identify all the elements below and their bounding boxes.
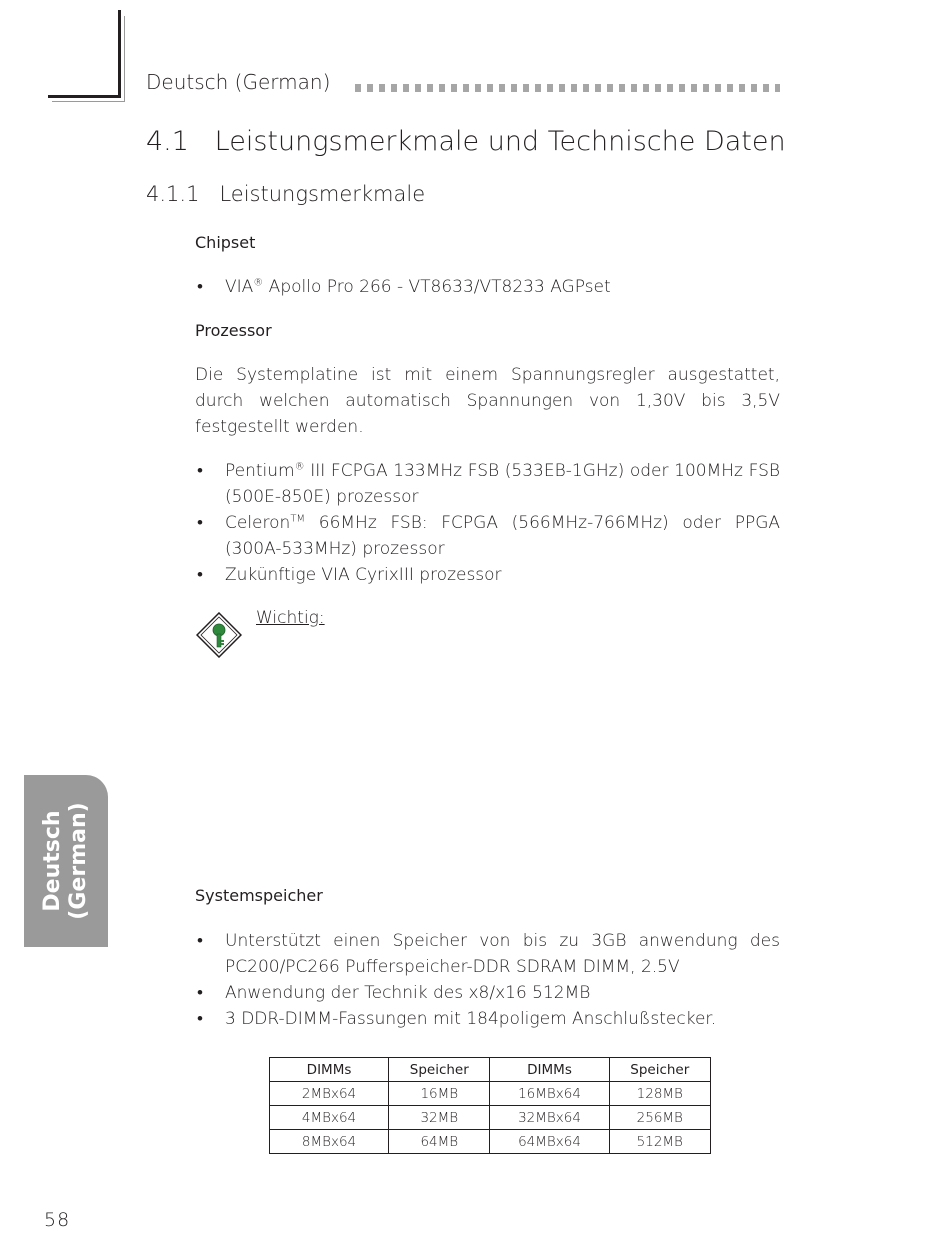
table-cell: 8MBx64 xyxy=(270,1130,389,1154)
page-number: 58 xyxy=(44,1209,71,1231)
crop-mark xyxy=(48,95,121,98)
crop-mark xyxy=(118,10,121,98)
list-item: • Pentium® III FCPGA 133MHz FSB (533EB-1GHz) oder 100MHz FSB (500E-850E) prozessor xyxy=(195,458,780,510)
table-cell: 4MBx64 xyxy=(270,1106,389,1130)
table-cell: 64MBx64 xyxy=(490,1130,609,1154)
table-cell: 32MBx64 xyxy=(490,1106,609,1130)
processor-heading: Prozessor xyxy=(195,321,272,340)
processor-description: Die Systemplatine ist mit einem Spannungsregler ausgestattet, durch welchen automatisch Spannungen von 1,30V bis 3,5V festgestellt werden. xyxy=(195,365,780,437)
table-header: DIMMs xyxy=(270,1058,389,1082)
table-row xyxy=(270,1106,711,1130)
note-label: Wichtig: xyxy=(256,608,325,628)
crop-mark-shadow xyxy=(52,101,125,102)
crop-mark-shadow xyxy=(124,16,125,102)
key-icon xyxy=(196,612,242,658)
table-header: Speicher xyxy=(389,1058,490,1082)
list-item: • 3 DDR-DIMM-Fassungen mit 184poligem Anschlußstecker. xyxy=(195,1006,780,1032)
list-item: • Zukünftige VIA CyrixIII prozessor xyxy=(195,562,780,588)
table-cell: 16MBx64 xyxy=(490,1082,609,1106)
table-row xyxy=(270,1130,711,1154)
table-header: DIMMs xyxy=(490,1058,609,1082)
table-cell: 256MB xyxy=(609,1106,710,1130)
memory-list xyxy=(195,928,780,1032)
table-cell: 128MB xyxy=(609,1082,710,1106)
table-cell: 16MB xyxy=(389,1082,490,1106)
chipset-heading: Chipset xyxy=(195,233,256,252)
table-cell: 2MBx64 xyxy=(270,1082,389,1106)
section-title: 4.1 Leistungsmerkmale und Technische Daten xyxy=(146,126,786,157)
table-header-row xyxy=(270,1058,711,1082)
chipset-list xyxy=(195,274,780,300)
subsection-title: 4.1.1 Leistungsmerkmale xyxy=(146,182,426,206)
memory-heading: Systemspeicher xyxy=(195,886,323,905)
header-dotted-rule xyxy=(355,84,780,92)
running-header: Deutsch (German) xyxy=(146,70,331,94)
list-item: • VIA® Apollo Pro 266 - VT8633/VT8233 AGPset xyxy=(195,274,780,300)
list-item: • Unterstützt einen Speicher von bis zu 3GB anwendung des PC200/PC266 Pufferspeicher-DDR SDRAM DIMM, 2.5V xyxy=(195,928,780,980)
table-row xyxy=(270,1082,711,1106)
side-tab-label: Deutsch (German) xyxy=(40,802,91,920)
processor-list xyxy=(195,458,780,588)
table-header: Speicher xyxy=(609,1058,710,1082)
table-cell: 64MB xyxy=(389,1130,490,1154)
table-cell: 32MB xyxy=(389,1106,490,1130)
memory-table xyxy=(269,1057,711,1154)
table-cell: 512MB xyxy=(609,1130,710,1154)
list-item: • Anwendung der Technik des x8/x16 512MB xyxy=(195,980,780,1006)
list-item: • Celeron™ 66MHz FSB: FCPGA (566MHz-766MHz) oder PPGA (300A-533MHz) prozessor xyxy=(195,510,780,562)
